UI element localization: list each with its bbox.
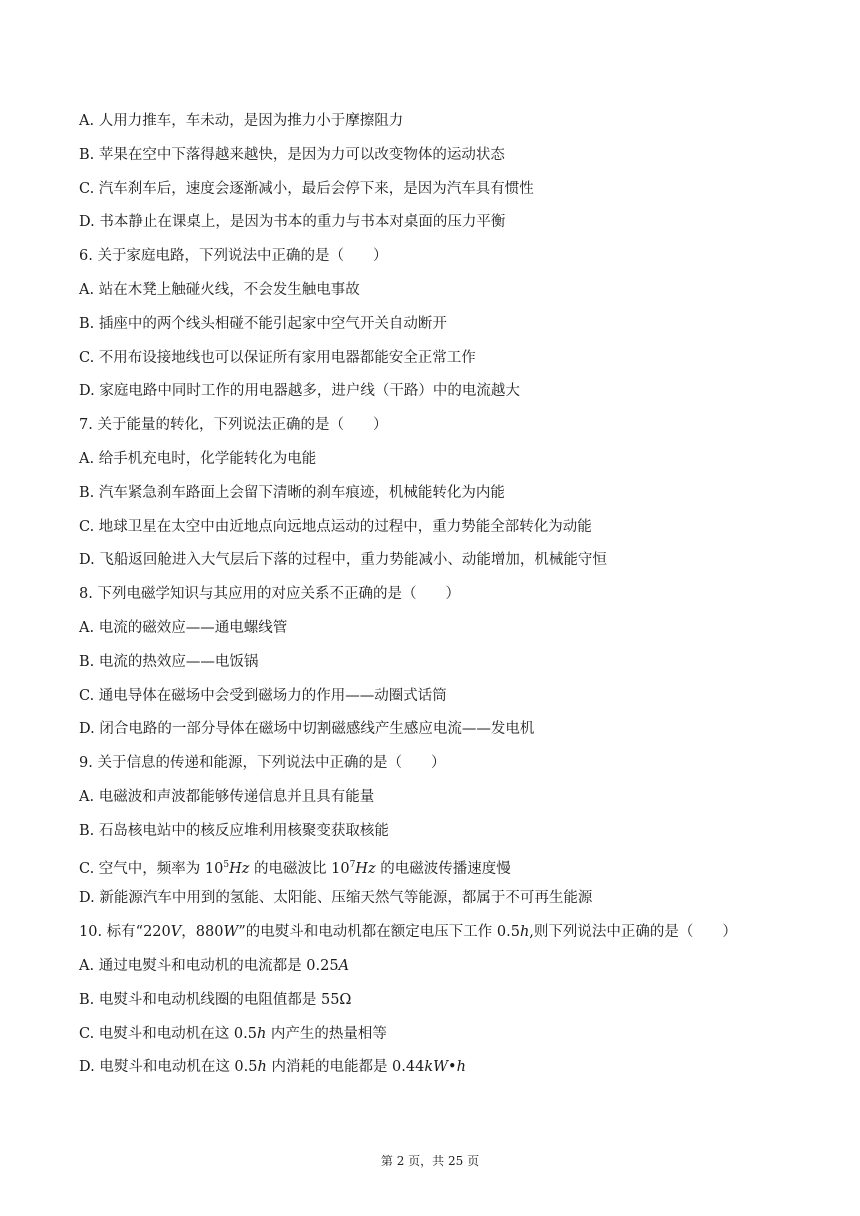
q10a-text: A. 通过电熨斗和电动机的电流都是 0.25 [79,958,339,974]
q7-option-b: B. 汽车紧急刹车路面上会留下清晰的刹车痕迹，机械能转化为内能 [79,485,505,501]
q8-option-b: B. 电流的热效应——电饭锅 [79,654,259,670]
q9-option-d: D. 新能源汽车中用到的氢能、太阳能、压缩天然气等能源，都属于不可再生能源 [79,890,593,906]
q5-option-b: B. 苹果在空中下落得越来越快，是因为力可以改变物体的运动状态 [79,147,505,163]
q6-option-d: D. 家庭电路中同时工作的用电器越多，进户线（干路）中的电流越大 [79,383,520,399]
q9c-unit-1: Hz [229,860,250,877]
q10c-text-2: 内产生的热量相等 [266,1026,387,1042]
q10-unit-watt: W [223,924,239,940]
q5-option-d: D. 书本静止在课桌上，是因为书本的重力与书本对桌面的压力平衡 [79,214,506,230]
q7-stem: 7. 关于能量的转化，下列说法正确的是（ ） [79,417,388,433]
q10-text-2: ，880 [181,924,224,940]
q10-text-1: 10. 标有“220 [79,924,171,940]
q10d-text-1: D. 电熨斗和电动机在这 0.5 [79,1059,258,1075]
q5-option-a: A. 人用力推车，车未动，是因为推力小于摩擦阻力 [79,113,404,129]
q10a-unit: A [338,958,350,974]
q6-stem: 6. 关于家庭电路，下列说法中正确的是（ ） [79,248,388,264]
q9-option-c [79,855,800,879]
q10-unit-hour: h [519,924,530,940]
q9c-unit-2: Hz [355,860,376,877]
q7-option-c: C. 地球卫星在太空中由近地点向远地点运动的过程中，重力势能全部转化为动能 [79,519,592,535]
page-footer: 第 2 页，共 25 页 [380,1154,480,1168]
q7-option-d: D. 飞船返回舱进入大气层后下落的过程中，重力势能减小、动能增加，机械能守恒 [79,552,607,568]
q8-option-d: D. 闭合电路的一部分导体在磁场中切割磁感线产生感应电流——发电机 [79,721,535,737]
q9c-exponent-1: 5 [223,860,230,870]
q10-unit-volt: V [170,924,182,940]
q10-option-b: B. 电熨斗和电动机线圈的电阻值都是 55Ω [79,992,352,1008]
q10c-text-1: C. 电熨斗和电动机在这 0.5 [79,1026,257,1042]
q9c-text-3: 的电磁波传播速度慢 [375,860,511,877]
q10-option-a [79,956,800,976]
q6-option-c: C. 不用布设接地线也可以保证所有家用电器都能安全正常工作 [79,350,476,366]
q10-option-c [79,1024,800,1044]
q10-text-4: ,则下列说法中正确的是（ ） [529,924,737,940]
q7-option-a: A. 给手机充电时，化学能转化为电能 [79,451,317,467]
q10c-unit-hour: h [256,1026,267,1042]
q9-stem: 9. 关于信息的传递和能源，下列说法中正确的是（ ） [79,755,446,771]
q6-option-a: A. 站在木凳上触碰火线，不会发生触电事故 [79,282,360,298]
q10d-unit-energy: kW•h [424,1059,466,1075]
q9-option-b: B. 石岛核电站中的核反应堆利用核聚变获取核能 [79,823,389,839]
q8-stem: 8. 下列电磁学知识与其应用的对应关系不正确的是（ ） [79,586,460,602]
q9c-exponent-2: 7 [349,860,356,870]
q10-option-d [79,1057,800,1077]
q9-option-a: A. 电磁波和声波都能够传递信息并且具有能量 [79,789,375,805]
q9c-text-1: C. 空气中，频率为 10 [79,860,224,877]
q10d-text-2: 内消耗的电能都是 0.44 [266,1059,425,1075]
q5-option-c: C. 汽车刹车后，速度会逐渐减小，最后会停下来，是因为汽车具有惯性 [79,181,534,197]
q10-text-3: ”的电熨斗和电动机都在额定电压下工作 0.5 [238,924,520,940]
q6-option-b: B. 插座中的两个线头相碰不能引起家中空气开关自动断开 [79,316,447,332]
q9c-text-2: 的电磁波比 10 [249,860,350,877]
q8-option-a: A. 电流的磁效应——通电螺线管 [79,620,288,636]
q8-option-c: C. 通电导体在磁场中会受到磁场力的作用——动圈式话筒 [79,688,447,704]
q10-stem [79,922,800,942]
q10d-unit-hour: h [257,1059,267,1075]
